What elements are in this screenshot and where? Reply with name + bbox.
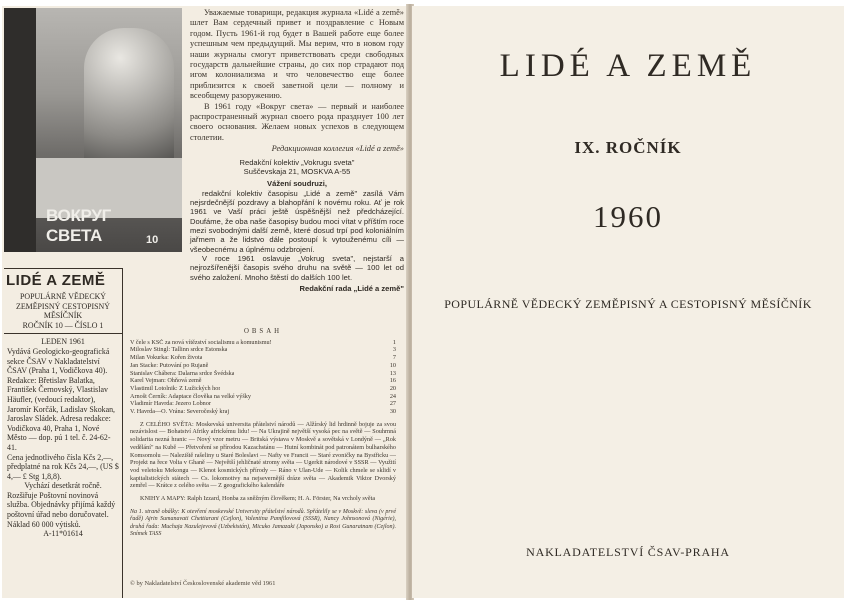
cover-caption: Na 1. straně obálky: K otevření moskevské University přátelství národů. Spřátelily se v Moskvě: sleva (v prvé řadě) Ajrin Sumanavati Chettiarani (Cejlon), Valentina Pamfilovová (SSSR), Nancy Johnsonová (Nigérie), druhá řada: Muchaja Nazulejevová (Uzbekistán), Micuko Jamazaki (Japonsko) a Rosi Gunaratnam (Cejlon). Snímek TASS — [130, 508, 396, 537]
toc-row — [130, 385, 396, 393]
toc-row — [130, 400, 396, 408]
russian-letter-p1: Уважаемые товарищи, редакция журнала «Lidé a země» шлет Вам сердечный привет и поздравление с Новым годом. Пусть 1961-й год будет в Вашей работе еще более успешным чем предыдущий. Мы верим, что в новом году наши журналы смогут приветствовать среди свободных государств дальнейшие страны, до сих пор страдают под игом колониализма и что человечество еще более приблизится к своей заветной цели — полному и всеобщему разоружению. — [190, 8, 404, 101]
toc-item-title: Stanislav Chábera: Dalarna srdce Švédska — [130, 369, 235, 377]
imprint-divider — [4, 333, 122, 334]
toc-item-title: Vlastimil Lotolnik: Z Lužických hor — [130, 384, 221, 392]
toc-books-heading: KNIHY A MAPY: — [140, 495, 186, 503]
cover-figure-image — [84, 28, 174, 178]
imprint-subtitle: POPULÁRNĚ VĚDECKÝ ZEMĚPISNÝ CESTOPISNÝ MĚSÍČNÍK — [16, 292, 110, 321]
title-page-volume: IX. ROČNÍK — [574, 138, 682, 157]
toc-item-page: 3 — [392, 346, 396, 354]
imprint-price: Cena jednotlivého čísla Kčs 2,—, předplatné na rok Kčs 24,—, (US $ 4,— £ Stg 1,8,8). — [7, 452, 119, 481]
toc-item-page: 27 — [389, 400, 396, 408]
toc-item-title: Milan Vokurka: Kořen života — [130, 354, 203, 362]
toc-row — [130, 370, 396, 378]
left-page — [2, 6, 408, 598]
toc-item-page: 1 — [392, 338, 396, 346]
toc-item-page: 10 — [389, 361, 396, 369]
cover-logo: ВОКРУГ СВЕТА — [46, 206, 111, 245]
imprint-publisher-info: Vydává Geologicko-geografická sekce ČSAV v Nakladatelství ČSAV (Praha 1, Vodičkova 40). Redakce: Břetislav Balatka, František Černovský, Vlastislav Häufler, (vedoucí redaktor), Jaromír Korčák, Ladislav Skokan, Jaroslav Sládek. Adresa redakce: Vodičkova 40, Praha 1, Nové Město — dop. pú 1 tel. č. 24-62-41. — [7, 346, 116, 452]
toc-item-page: 16 — [389, 377, 396, 385]
czech-address: Suščevskaja 21, MOSKVA A-55 — [243, 167, 351, 177]
czech-letter-p2: V roce 1961 oslavuje „Vokrug sveta", nejstarší a nejrozšířenější časopis svého druhu na světě — 100 let od svého založení. Mnoho štěstí do dalších 100 let. — [190, 253, 404, 282]
table-of-contents — [130, 328, 396, 538]
imprint-box — [4, 268, 123, 598]
imprint-brand: LIDÉ A ZEMĚ — [6, 272, 106, 289]
cover-photo — [4, 8, 182, 252]
toc-row — [130, 408, 396, 416]
czech-salutation: Vážení soudruzi, — [267, 178, 327, 188]
toc-row — [130, 377, 396, 385]
imprint-issue: ROČNÍK 10 — ČÍSLO 1 — [22, 320, 104, 330]
toc-item-page: 7 — [392, 354, 396, 362]
toc-books-section — [130, 495, 396, 503]
toc-row — [130, 339, 396, 347]
russian-letter-p2: В 1961 году «Вокруг света» — первый и наиболее распространенный журнал своего рода празднует 100 лет своего основания. Желаем новых успехов в следующем столетии. — [190, 101, 404, 142]
toc-world-text: Moskevská universita přátelství národů — Alžírský lid hrdinně bojuje za svou nezávislost — Bohatství Afriky africkému lidu! — Na Ukrajině největší vysoká pec na světě — Souhrnná solidarita nezná hranic — Nový vzor metru — Britská výstava v Moskvě a sovětská v Londýně — „Rok vedělání" na Kubě — Přetvoření se přírodou Kazachstánu — Hutní kombinát pod patronátem bulharského Komsomolu — Naleziště rašeliny u Staré Boleslavi — Nafty ve Francii — Staré zvoničky na Bystřicku — Projekt na řece Volta v Ghaně — Největší jehličnaté stromy světa — Ugerkit národové v SSSR — Využití vod veletoku Mekongu — Klenot kosmických přírody — Ráno v Ulan-Ude — Kolik chmele se sklidí v kapitalistických státech — Cs. lokomotivy na nejsevernější dráze světa — Akademik Viktor Dvorský zemřel — Krátce z celého světa — Z geografického kalendáře — [130, 420, 396, 490]
imprint-distribution: Rozšiřuje Poštovní novinová služba. Objednávky přijímá každý poštovní úřad nebo doručovatel. Náklad 60 000 výtisků. — [7, 490, 116, 529]
toc-item-page: 30 — [389, 408, 396, 416]
toc-row — [130, 393, 396, 401]
title-page-year: 1960 — [593, 199, 663, 234]
czech-sender: Redakční kolektiv „Vokrugu sveta" — [239, 158, 355, 167]
czech-letter-signature: Redakční rada „Lidé a země" — [299, 283, 404, 293]
toc-row — [130, 354, 396, 362]
right-page — [412, 6, 844, 598]
toc-world-section — [130, 421, 396, 490]
toc-item-title: Arnošt Černík: Adaptace člověka na velké výšky — [130, 392, 251, 400]
cover-issue-number: 10 — [146, 234, 159, 246]
toc-world-heading: Z CELÉHO SVĚTA: — [140, 420, 194, 428]
toc-books-text: Ralph Izzard, Honba za sněžným člověkem; H. A. Förster, Na vrcholy světa — [187, 495, 376, 503]
toc-heading: OBSAH — [243, 328, 283, 335]
russian-letter-signature: Редакционная коллегия «Lidé a země» — [271, 144, 404, 154]
toc-row — [130, 362, 396, 370]
cover-dark-edge — [4, 8, 36, 252]
title-page-subtitle: POPULÁRNĚ VĚDECKÝ ZEMĚPISNÝ A CESTOPISNÝ MĚSÍČNÍK — [444, 297, 812, 311]
czech-letter — [190, 158, 404, 293]
toc-item-page: 24 — [389, 392, 396, 400]
title-page-title: LIDÉ A ZEMĚ — [499, 48, 757, 84]
imprint-frequency: Vychází desetkrát ročně. — [24, 481, 102, 491]
toc-item-title: V. Havrda—O. Vrána: Severočeský kraj — [130, 408, 230, 416]
toc-item-title: V čele s KSČ za nová vítězství socialismu a komunismu! — [130, 338, 272, 346]
imprint-date: LEDEN 1961 — [41, 337, 85, 347]
toc-item-page: 20 — [389, 384, 396, 392]
toc-item-title: Jan Stacke: Putování po Rujaně — [130, 361, 209, 369]
toc-item-title: Miloslav Stingl: Tallinn srdce Estonska — [130, 346, 228, 354]
toc-item-page: 13 — [389, 369, 396, 377]
imprint-code: A-11*01614 — [43, 529, 83, 539]
toc-item-title: Karel Vejman: Ohňová země — [130, 377, 202, 385]
title-page-publisher: NAKLADATELSTVÍ ČSAV-PRAHA — [526, 545, 730, 559]
copyright-line: © by Nakladatelství Československé akademie věd 1961 — [130, 580, 276, 587]
russian-letter — [190, 8, 404, 155]
toc-row — [130, 346, 396, 354]
toc-item-title: Vladimír Havrda: Jezero Lobnor — [130, 400, 211, 408]
czech-letter-p1: redakční kolektiv časopisu „Lidé a země" zasílá Vám nejsrdečnější pozdravy a blahopřání k novému roku. Ať je rok 1961 ve Vaší práci ještě úspěšnější než předcházející. Doufáme, že oba naše časopisy budou moci vítat v příštím roce mezi svobodnými další země, které dosud trpí pod koloniálním jařmem a že lidstvo dále postoupí k vytouženému cíli — všeobecnému a úplnému odzbrojení. — [190, 188, 404, 254]
